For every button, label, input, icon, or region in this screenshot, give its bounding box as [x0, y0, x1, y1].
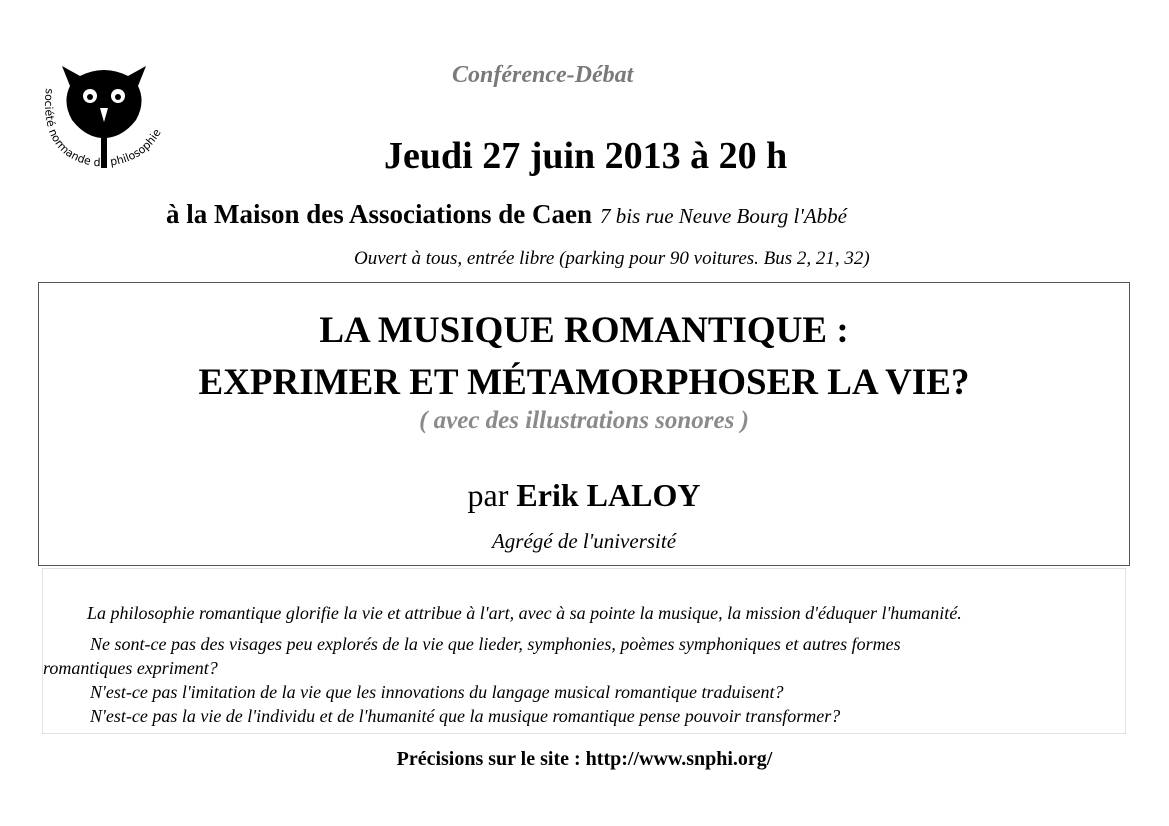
footer-label: Précisions sur le site :: [396, 748, 581, 770]
event-type: Conférence-Débat: [452, 62, 634, 88]
abstract-box: [42, 568, 1126, 734]
speaker-by: par: [467, 477, 509, 513]
abstract-paragraph-2-line-1: Ne sont-ce pas des visages peu explorés de la vie que lieder, symphonies, poèmes symphoniques et autres formes: [90, 634, 901, 654]
speaker-name: Erik LALOY: [516, 477, 701, 513]
owl-phi-emblem-icon: [24, 58, 184, 178]
talk-note: ( avec des illustrations sonores ): [419, 407, 749, 434]
venue-name: à la Maison des Associations de Caen: [166, 199, 593, 229]
logo-text: société normande de philosophie: [42, 87, 164, 170]
talk-title-line-2: EXPRIMER ET MÉTAMORPHOSER LA VIE?: [198, 362, 970, 403]
talk-title-line-1: LA MUSIQUE ROMANTIQUE :: [319, 310, 849, 351]
access-info: Ouvert à tous, entrée libre (parking pour 90 voitures. Bus 2, 21, 32): [354, 248, 870, 269]
venue-line: [166, 199, 847, 230]
speaker-title: Agrégé de l'université: [491, 529, 677, 553]
talk-title-box: [38, 282, 1130, 566]
abstract-paragraph-3: N'est-ce pas l'imitation de la vie que les innovations du langage musical romantique traduisent?: [90, 682, 784, 702]
society-logo: [24, 58, 184, 178]
speaker-line: [39, 477, 1129, 514]
website-link[interactable]: http://www.snphi.org/: [585, 748, 773, 770]
abstract-paragraph-1: La philosophie romantique glorifie la vie et attribue à l'art, avec à sa pointe la musique, la mission d'éduquer l'humanité.: [87, 603, 962, 623]
footer: [0, 748, 1169, 771]
abstract-paragraph-2-line-2: romantiques expriment?: [43, 658, 218, 678]
abstract-paragraph-4: N'est-ce pas la vie de l'individu et de l'humanité que la musique romantique pense pouvoir transformer?: [90, 706, 841, 726]
venue-address: 7 bis rue Neuve Bourg l'Abbé: [600, 204, 847, 228]
event-date: Jeudi 27 juin 2013 à 20 h: [384, 135, 788, 177]
